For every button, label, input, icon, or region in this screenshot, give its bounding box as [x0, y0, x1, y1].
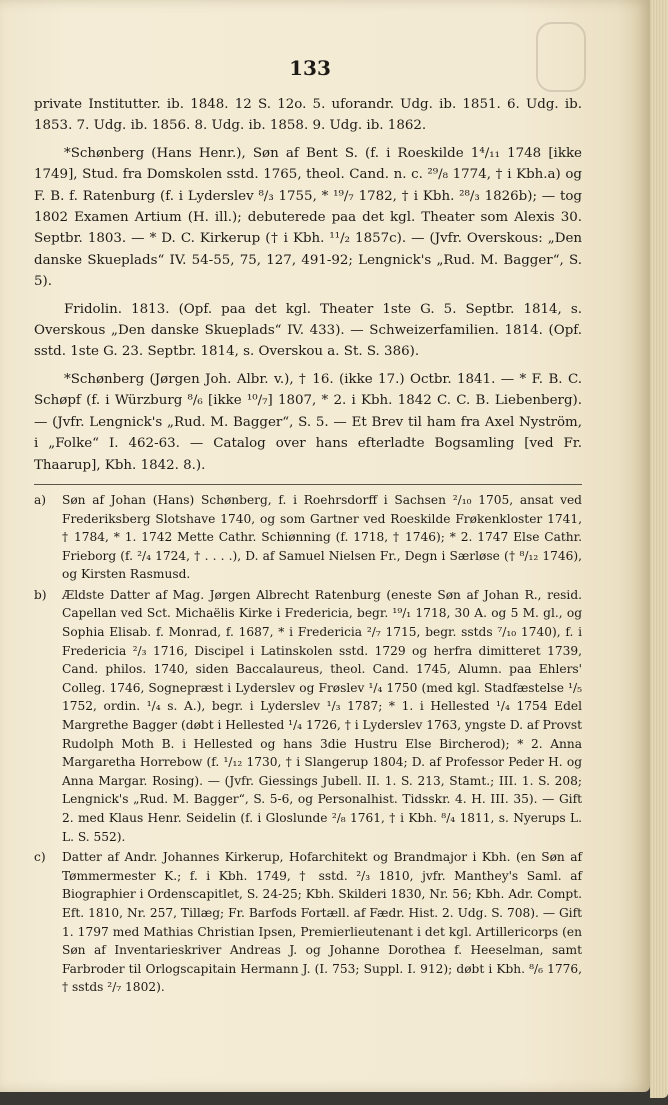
page-text-block [34, 94, 582, 997]
footnote-text: Søn af Johan (Hans) Schønberg, f. i Roehrsdorff i Sachsen ²/₁₀ 1705, ansat ved Frederiksberg Slotshave 1740, og som Gartner ved Roeskilde Frøkenkloster 1741, † 1784, * 1. 1742 Mette Cathr. Schiønning (f. 1718, † 1746); * 2. 1747 Else Cathr. Frieborg (f. ²/₄ 1724, † . . . .), D. af Samuel Nielsen Fr., Degn i Særløse († ⁸/₁₂ 1746), og Kirsten Rasmusd. [62, 492, 582, 582]
footnote-label: a) [34, 492, 47, 507]
works-list: Fridolin. 1813. (Opf. paa det kgl. Theater 1ste G. 5. Septbr. 1814, s. Overskous „Den danske Skueplads“ IV. 433). — Schweizerfamilien. 1814. (Opf. sstd. 1ste G. 23. Septbr. 1814, s. Overskou a. St. S. 386). [34, 301, 582, 360]
entry-hans-henr-schonberg: *Schønberg (Hans Henr.), Søn af Bent S. (f. i Roeskilde 1⁴/₁₁ 1748 [ikke 1749], Stud. fra Domskolen sstd. 1765, theol. Cand. n. c. ²⁹/₈ 1774, † i Kbh.a) og F. B. f. Ratenburg (f. i Lyderslev ⁸/₃ 1755, * ¹⁹/₇ 1782, † i Kbh. ²⁸/₃ 1826b); — tog 1802 Examen Artium (H. ill.); debuterede paa det kgl. Theater som Alexis 30. Septbr. 1803. — * D. C. Kirkerup († i Kbh. ¹¹/₂ 1857c). — (Jvfr. Overskous: „Den danske Skueplads“ IV. 54-55, 75, 127, 491-92; Lengnick's „Rud. M. Bagger“, S. 5). [34, 145, 582, 290]
footnote-label: c) [34, 850, 46, 865]
footnote-text: Datter af Andr. Johannes Kirkerup, Hofarchitekt og Brandmajor i Kbh. (en Søn af Tømmermester K.; f. i Kbh. 1749, † sstd. ²/₃ 1810, jvfr. Manthey's Saml. af Biographier i Ordenscapitlet, S. 24-25; Kbh. Skilderi 1830, Nr. 56; Kbh. Adr. Compt. Eft. 1810, Nr. 257, Tillæg; Fr. Barfods Fortæll. af Fædr. Hist. 2. Udg. S. 708). — Gift 1. 1797 med Mathias Christian Ipsen, Premierlieutenant i det kgl. Artillericorps (en Søn af Inventarieskriver Andreas J. og Johanne Dorothea f. Heeselman, samt Farbroder til Orlogscapitain Hermann J. (I. 753; Suppl. I. 912); døbt i Kbh. ⁸/₆ 1776, † sstds ²/₇ 1802). [62, 850, 582, 995]
footnote-divider [34, 484, 582, 485]
footnote-label: b) [34, 587, 47, 602]
footnote-b [34, 586, 582, 846]
page-fore-edge [650, 0, 668, 1098]
page-number: 133 [289, 56, 331, 80]
footnote-a [34, 491, 582, 584]
paragraph-continuation: private Institutter. ib. 1848. 12 S. 12o. 5. uforandr. Udg. ib. 1851. 6. Udg. ib. 1853. 7. Udg. ib. 1856. 8. Udg. ib. 1858. 9. Udg. ib. 1862. [34, 97, 582, 134]
footnote-c [34, 848, 582, 997]
footnote-text: Ældste Datter af Mag. Jørgen Albrecht Ratenburg (eneste Søn af Johan R., resid. Capellan ved Sct. Michaëlis Kirke i Fredericia, begr. ¹⁹/₁ 1718, 30 A. og 5 M. gl., og Sophia Elisab. f. Monrad, f. 1687, * i Fredericia ²/₇ 1715, begr. sstds ⁷/₁₀ 1740), f. i Fredericia ²/₃ 1716, Discipel i Latinskolen sstd. 1729 og herfra dimitteret 1739, Cand. philos. 1740, siden Baccalaureus, theol. Cand. 1745, Alumn. paa Ehlers' Colleg. 1746, Sognepræst i Lyderslev og Frøslev ¹/₄ 1750 (med kgl. Stadfæstelse ¹/₅ 1752, ordin. ¹/₄ s. A.), begr. i Lyderslev ¹/₃ 1787; * 1. i Hellested ¹/₄ 1754 Edel Margrethe Bagger (døbt i Hellested ¹/₄ 1726, † i Lyderslev 1763, yngste D. af Provst Rudolph Moth B. i Hellested og hans 3die Hustru Else Bircherod); * 2. Anna Margaretha Horrebow (f. ¹/₁₂ 1730, † i Slangerup 1804; D. af Professor Peder H. og Anna Margar. Rosing). — (Jvfr. Giessings Jubell. II. 1. S. 213, Stamt.; III. 1. S. 208; Lengnick's „Rud. M. Bagger“, S. 5-6, og Personalhist. Tidsskr. 4. H. III. 35). — Gift 2. med Klaus Henr. Seidelin (f. i Gloslunde ²/₈ 1761, † i Kbh. ⁸/₄ 1811, s. Nyerups L. L. S. 552). [62, 587, 582, 844]
entry-jorgen-schonberg: *Schønberg (Jørgen Joh. Albr. v.), † 16. (ikke 17.) Octbr. 1841. — * F. B. C. Schøpf (f. i Würzburg ⁸/₆ [ikke ¹⁰/₇] 1807, * 2. i Kbh. 1842 C. C. B. Liebenberg). — (Jvfr. Lengnick's „Rud. M. Bagger“, S. 5. — Et Brev til ham fra Axel Nyström, i „Folke“ I. 462-63. — Catalog over hans efterladte Bogsamling [ved Fr. Thaarup], Kbh. 1842. 8.). [34, 371, 582, 473]
